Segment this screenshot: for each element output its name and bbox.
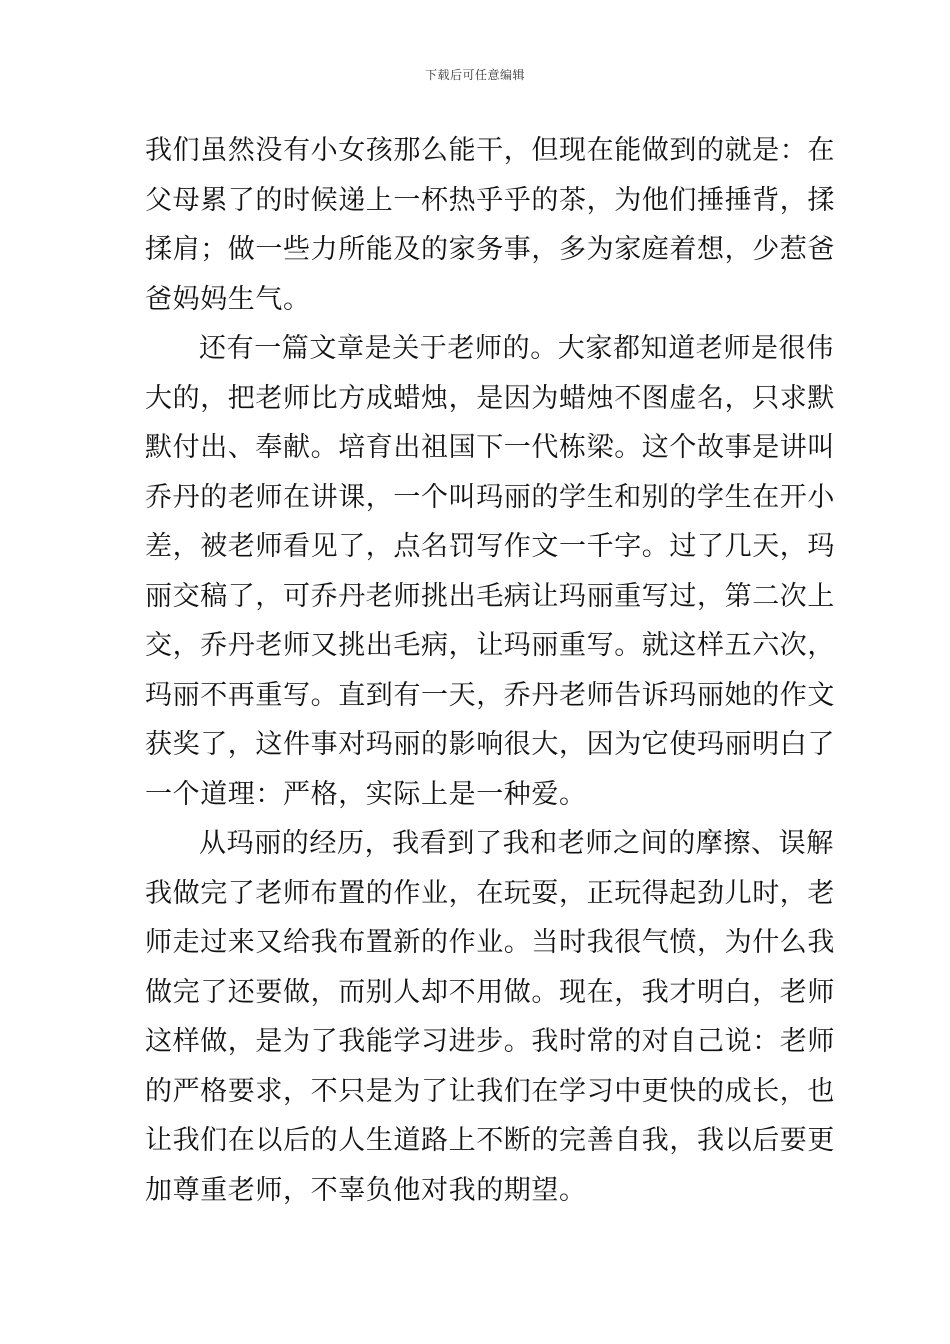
text-line: 获奖了，这件事对玛丽的影响很大，因为它使玛丽明白了 xyxy=(145,729,835,760)
text-line: 做完了还要做，而别人却不用做。现在，我才明白，老师 xyxy=(145,976,835,1008)
text-line: 我们虽然没有小女孩那么能干，但现在能做到的就是：在 xyxy=(145,135,835,166)
text-line: 师走过来又给我布置新的作业。当时我很气愤，为什么我 xyxy=(145,927,835,958)
text-line: 丽交稿了，可乔丹老师挑出毛病让玛丽重写过，第二次上 xyxy=(145,580,835,612)
paragraph xyxy=(145,819,835,1215)
text-line: 父母累了的时候递上一杯热乎乎的茶，为他们捶捶背，揉 xyxy=(145,184,835,216)
text-line: 交，乔丹老师又挑出毛病，让玛丽重写。就这样五六次， xyxy=(145,630,835,661)
text-line: 乔丹的老师在讲课，一个叫玛丽的学生和别的学生在开小 xyxy=(145,481,835,513)
paragraph xyxy=(145,324,835,819)
text-line: 玛丽不再重写。直到有一天，乔丹老师告诉玛丽她的作文 xyxy=(145,679,835,711)
text-line: 我做完了老师布置的作业，在玩耍，正玩得起劲儿时，老 xyxy=(145,877,835,909)
paragraph xyxy=(145,126,835,324)
text-line: 加尊重老师，不辜负他对我的期望。 xyxy=(145,1174,587,1206)
text-line: 默付出、奉献。培育出祖国下一代栋梁。这个故事是讲叫 xyxy=(145,432,835,463)
text-line: 还有一篇文章是关于老师的。大家都知道老师是很伟 xyxy=(199,333,834,364)
text-line: 揉肩；做一些力所能及的家务事，多为家庭着想，少惹爸 xyxy=(145,234,835,265)
document-body xyxy=(145,126,835,1215)
header-note: 下载后可任意编辑 xyxy=(424,68,525,82)
text-line: 爸妈妈生气。 xyxy=(145,283,311,315)
text-line: 从玛丽的经历，我看到了我和老师之间的摩擦、误解 xyxy=(199,828,834,859)
text-line: 的严格要求，不只是为了让我们在学习中更快的成长，也 xyxy=(145,1075,835,1107)
text-line: 一个道理：严格，实际上是一种爱。 xyxy=(145,778,587,810)
text-line: 让我们在以后的人生道路上不断的完善自我，我以后要更 xyxy=(145,1125,835,1156)
text-line: 这样做，是为了我能学习进步。我时常的对自己说：老师 xyxy=(145,1026,835,1057)
text-line: 大的，把老师比方成蜡烛，是因为蜡烛不图虚名，只求默 xyxy=(145,382,835,414)
text-line: 差，被老师看见了，点名罚写作文一千字。过了几天，玛 xyxy=(145,531,835,562)
